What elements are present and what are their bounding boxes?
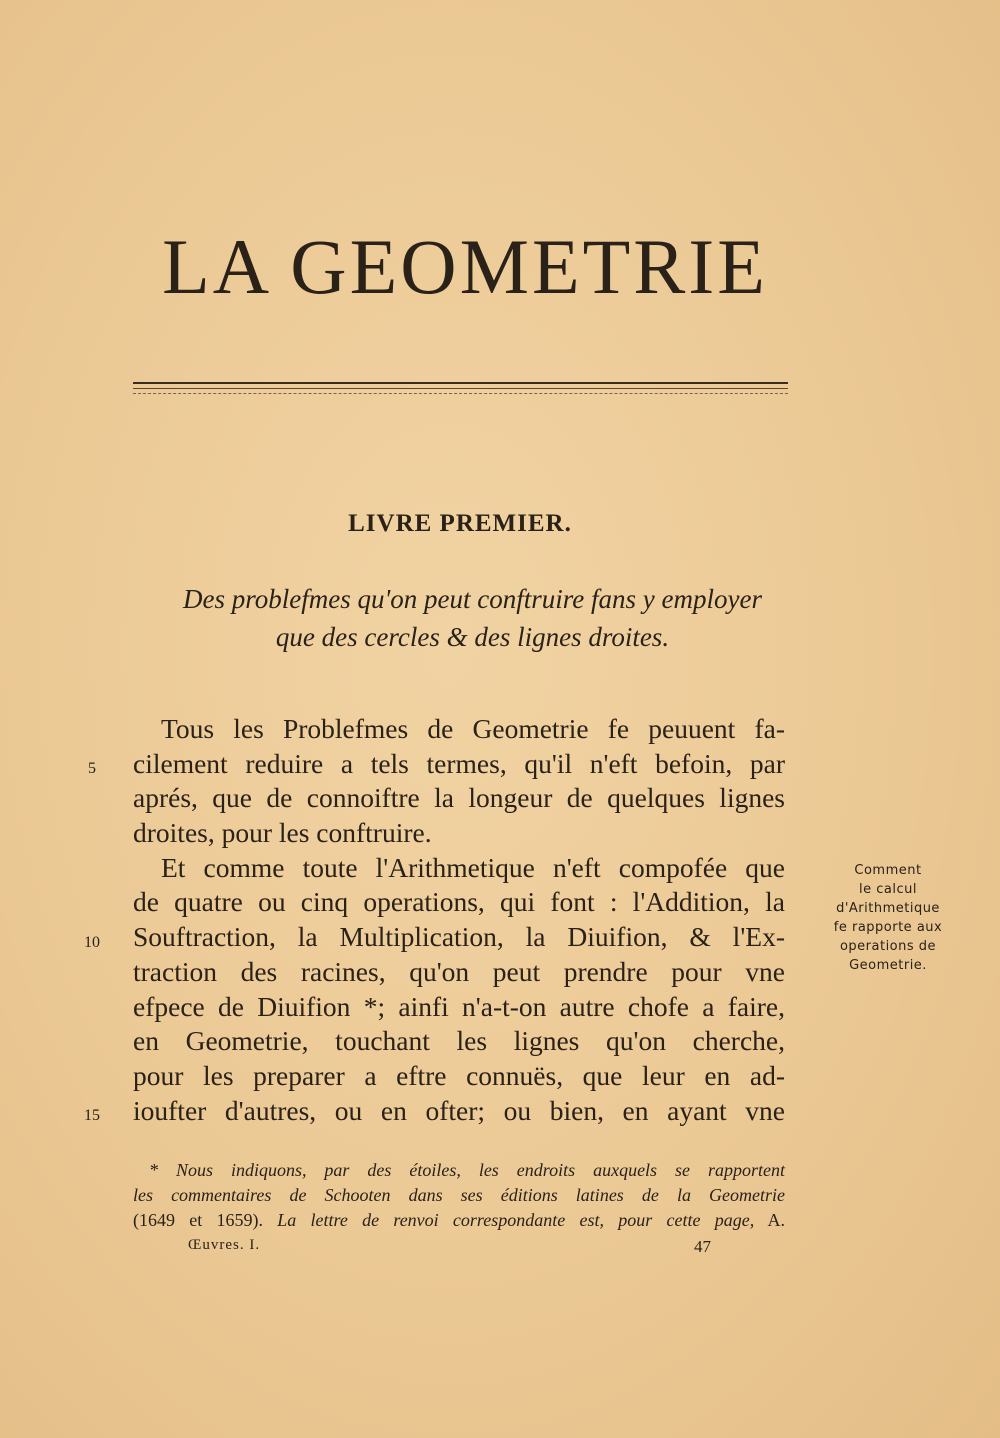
line-number-15: 15: [84, 1107, 100, 1124]
marginal-line: le calcul: [859, 882, 917, 897]
body-line: aprés, que de connoiftre la longeur de quelques lignes: [133, 782, 785, 814]
footnote-line-2: les commentaires de Schooten dans ses éditions latines de la Geometrie: [133, 1185, 785, 1205]
page-number: 47: [694, 1237, 711, 1256]
footnote-line-3: [133, 1208, 785, 1233]
body-line: Souftraction, la Multiplication, la Diuifion, & l'Ex-: [133, 921, 785, 953]
marginal-line: operations de: [839, 939, 937, 954]
footnote-line-1: * Nous indiquons, par des étoiles, les endroits auxquels se rapportent: [149, 1160, 785, 1180]
marginal-note: [808, 861, 968, 975]
footnote: [133, 1158, 785, 1233]
body-line: cilement reduire a tels termes, qu'il n'eft befoin, par: [133, 747, 785, 779]
marginal-line: Geometrie.: [849, 958, 927, 973]
footnote-text: La lettre de renvoi correspondante est, pour cette page,: [277, 1210, 755, 1230]
title-rule-dashed: [133, 393, 788, 394]
chapter-subtitle: [100, 580, 845, 656]
footnote-letter: A.: [767, 1210, 785, 1230]
body-line: en Geometrie, touchant les lignes qu'on cherche,: [133, 1025, 785, 1057]
body-line: droites, pour les conftruire.: [133, 817, 432, 849]
body-text: [133, 712, 785, 1128]
body-line: Et comme toute l'Arithmetique n'eft compofée que: [161, 851, 785, 883]
marginal-line: Comment: [854, 863, 922, 878]
title-rule-thick: [133, 382, 788, 384]
title-rule-thin: [133, 388, 788, 389]
subtitle-line-2: que des cercles & des lignes droites.: [275, 622, 670, 652]
page-title: LA GEOMETRIE: [162, 223, 768, 310]
body-line: de quatre ou cinq operations, qui font : l'Addition, la: [133, 886, 785, 918]
subtitle-line-1: Des problefmes qu'on peut conftruire fans y employer: [183, 584, 762, 614]
body-line: traction des racines, qu'on peut prendre pour vne: [133, 955, 785, 987]
line-number-5: 5: [88, 760, 96, 777]
marginal-line: fe rapporte aux: [833, 920, 943, 935]
body-line: pour les preparer a eftre connuës, que leur en ad-: [133, 1059, 785, 1091]
body-line: ioufter d'autres, ou en ofter; ou bien, en ayant vne: [133, 1094, 785, 1126]
footnote-years: (1649 et 1659).: [133, 1210, 263, 1230]
body-line: efpece de Diuifion *; ainfi n'a-t-on autre chofe a faire,: [133, 990, 785, 1022]
line-number-10: 10: [84, 934, 100, 951]
body-line: Tous les Problefmes de Geometrie fe peuuent fa-: [161, 713, 785, 744]
footer-volume: Œuvres. I.: [188, 1237, 261, 1253]
marginal-line: d'Arithmetique: [836, 901, 940, 916]
book-heading: LIVRE PREMIER.: [348, 510, 572, 537]
